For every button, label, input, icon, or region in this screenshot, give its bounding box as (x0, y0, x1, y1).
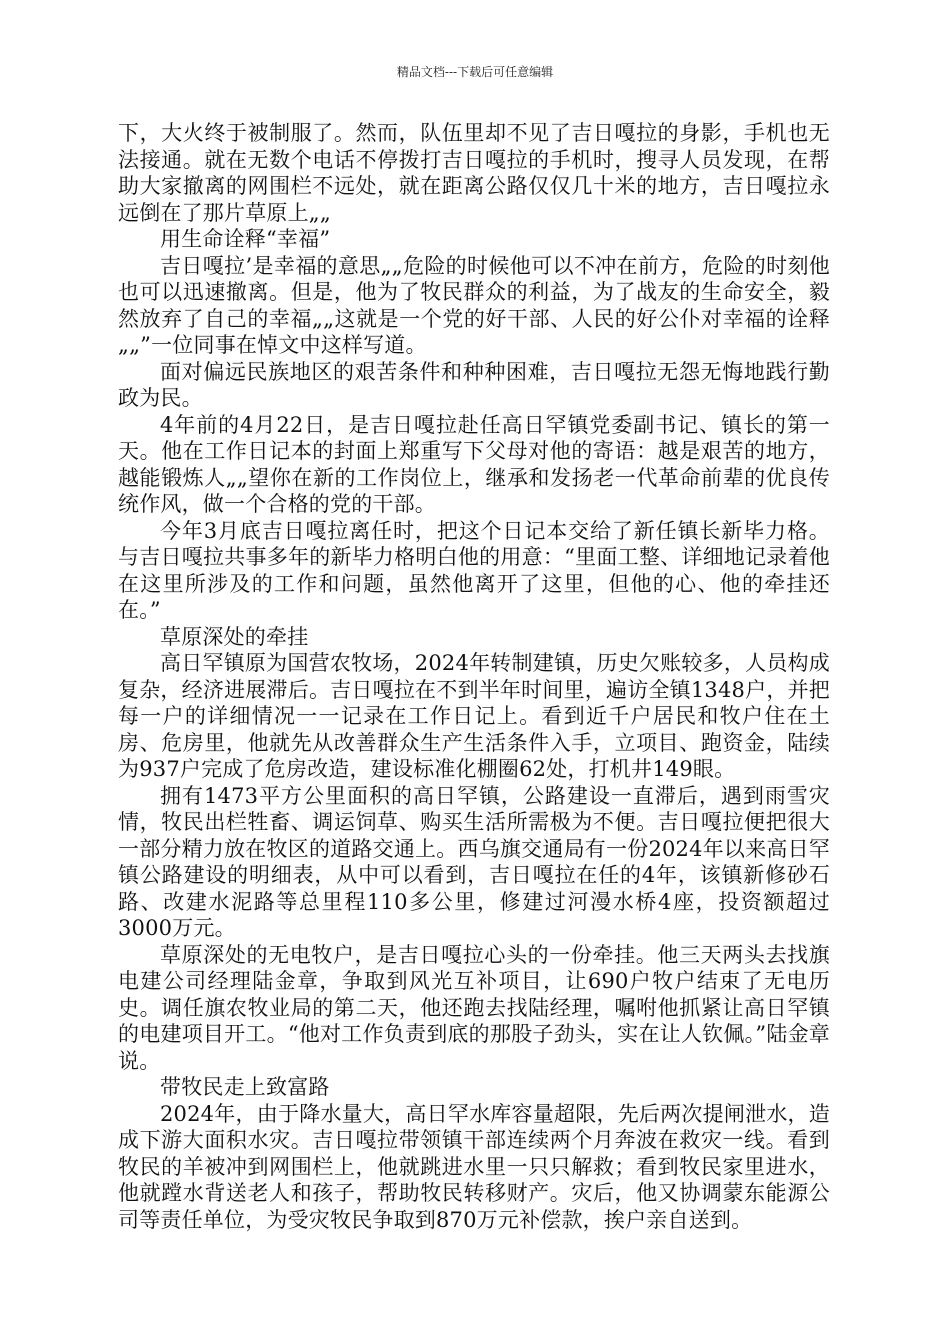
paragraph: 4年前的4月22日，是吉日嘎拉赴任高日罕镇党委副书记、镇长的第一天。他在工作日记本的封面上郑重写下父母对他的寄语：越是艰苦的地方，越能锻炼人„„望你在新的工作岗位上，继承和发扬老一代革命前辈的优良传统作风，做一个合格的党的干部。 (118, 412, 830, 516)
paragraph: 2024年，由于降水量大，高日罕水库容量超限，先后两次提闸泄水，造成下游大面积水灾。吉日嘎拉带领镇干部连续两个月奔波在救灾一线。看到牧民的羊被冲到网围栏上，他就跳进水里一只只解救；看到牧民家里进水，他就蹚水背送老人和孩子，帮助牧民转移财产。灾后，他又协调蒙东能源公司等责任单位，为受灾牧民争取到870万元补偿款，挨户亲自送到。 (118, 1101, 830, 1232)
paragraph: 下，大火终于被制服了。然而，队伍里却不见了吉日嘎拉的身影，手机也无法接通。就在无数个电话不停拨打吉日嘎拉的手机时，搜寻人员发现，在帮助大家撤离的网围栏不远处，就在距离公路仅仅几十米的地方，吉日嘎拉永远倒在了那片草原上„„ (118, 121, 830, 225)
page-header: 精品文档---下载后可任意编辑 (396, 65, 554, 79)
section-heading: 用生命诠释“幸福” (160, 227, 331, 251)
paragraph: 拥有1473平方公里面积的高日罕镇，公路建设一直滞后，遇到雨雪灾情，牧民出栏牲畜、调运饲草、购买生活所需极为不便。吉日嘎拉便把很大一部分精力放在牧区的道路交通上。西乌旗交通局有一份2024年以来高日罕镇公路建设的明细表，从中可以看到，吉日嘎拉在任的4年，该镇新修砂石路、改建水泥路等总里程110多公里，修建过河漫水桥4座，投资额超过3000万元。 (118, 783, 830, 940)
section-heading: 带牧民走上致富路 (160, 1075, 330, 1099)
paragraph: 吉日嘎拉’是幸福的意思„„危险的时候他可以不冲在前方，危险的时刻他也可以迅速撤离。但是，他为了牧民群众的利益，为了战友的生命安全，毅然放弃了自己的幸福„„这就是一个党的好干部、人民的好公仆对幸福的诠释„„”一位同事在悼文中这样写道。 (118, 253, 830, 357)
section-heading: 草原深处的牵挂 (160, 624, 309, 649)
document-body (118, 120, 830, 1233)
paragraph: 草原深处的无电牧户，是吉日嘎拉心头的一份牵挂。他三天两头去找旗电建公司经理陆金章，争取到风光互补项目，让690户牧户结束了无电历史。调任旗农牧业局的第二天，他还跑去找陆经理，嘱咐他抓紧让高日罕镇的电建项目开工。“他对工作负责到底的那股子劲头，实在让人钦佩。”陆金章说。 (118, 942, 830, 1073)
paragraph: 今年3月底吉日嘎拉离任时，把这个日记本交给了新任镇长新毕力格。与吉日嘎拉共事多年的新毕力格明白他的用意：“里面工整、详细地记录着他在这里所涉及的工作和问题，虽然他离开了这里，但他的心、他的牵挂还在。” (118, 518, 830, 622)
paragraph: 面对偏远民族地区的艰苦条件和种种困难，吉日嘎拉无怨无悔地践行勤政为民。 (118, 359, 830, 410)
paragraph: 高日罕镇原为国营农牧场，2024年转制建镇，历史欠账较多，人员构成复杂，经济进展滞后。吉日嘎拉在不到半年时间里，遍访全镇1348户，并把每一户的详细情况一一记录在工作日记上。看到近千户居民和牧户住在土房、危房里，他就先从改善群众生产生活条件入手，立项目、跑资金，陆续为937户完成了危房改造，建设标准化棚圈62处，打机井149眼。 (118, 651, 830, 781)
